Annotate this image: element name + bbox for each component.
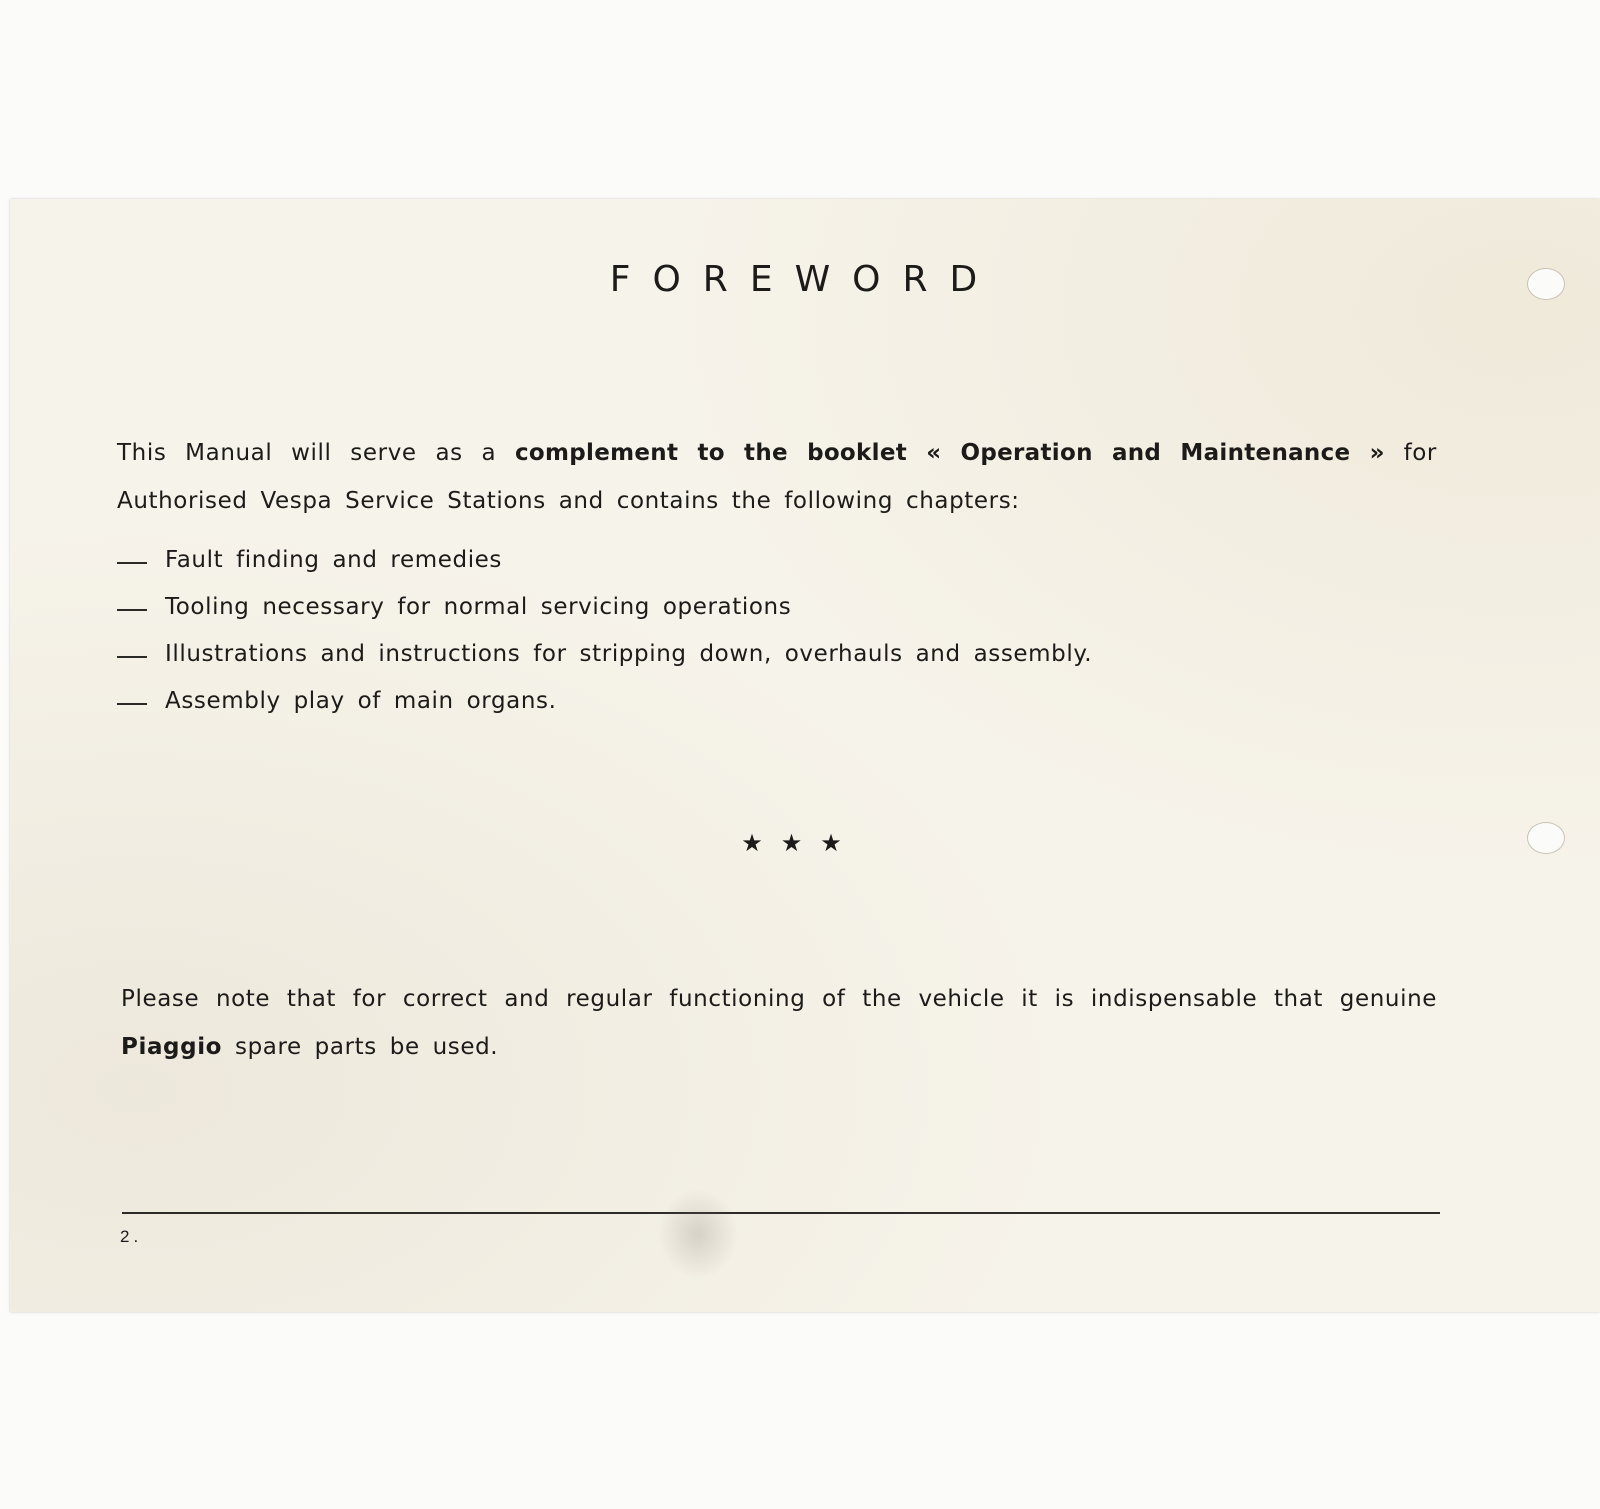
intro-emphasis: complement to the booklet « Operation and Maintenance » [514, 440, 1385, 466]
dash-bullet [117, 656, 147, 658]
punch-hole [1527, 822, 1565, 854]
star-separator: ★★★ [741, 829, 860, 857]
list-item [117, 584, 1092, 631]
chapter-label: Assembly play of main organs. [165, 688, 557, 714]
footer-rule [122, 1212, 1440, 1214]
intro-prefix: This Manual will serve as a [117, 440, 515, 466]
list-item [117, 537, 1092, 584]
note-suffix: spare parts be used. [222, 1034, 499, 1060]
fingerprint-smudge [658, 1189, 738, 1279]
chapter-label: Fault finding and remedies [165, 547, 503, 573]
brand-name: Piaggio [121, 1034, 223, 1060]
dash-bullet [117, 609, 147, 611]
dash-bullet [117, 562, 147, 564]
note-paragraph [121, 975, 1437, 1071]
note-text: Please note that for correct and regular functioning of the vehicle it is indispensable that genuine [121, 986, 1437, 1012]
page-title: FOREWORD [609, 259, 1000, 300]
document-page [10, 199, 1600, 1312]
chapter-list [117, 537, 1092, 725]
chapter-label: Tooling necessary for normal servicing operations [165, 594, 792, 620]
list-item [117, 631, 1092, 678]
intro-paragraph [117, 429, 1437, 525]
intro-suffix: for Authorised Vespa Service Stations and contains the following chapters: [117, 440, 1437, 514]
page-number: 2. [120, 1227, 143, 1246]
dash-bullet [117, 703, 147, 705]
chapter-label: Illustrations and instructions for stripping down, overhauls and assembly. [165, 641, 1093, 667]
punch-hole [1527, 268, 1565, 300]
list-item [117, 678, 1092, 725]
